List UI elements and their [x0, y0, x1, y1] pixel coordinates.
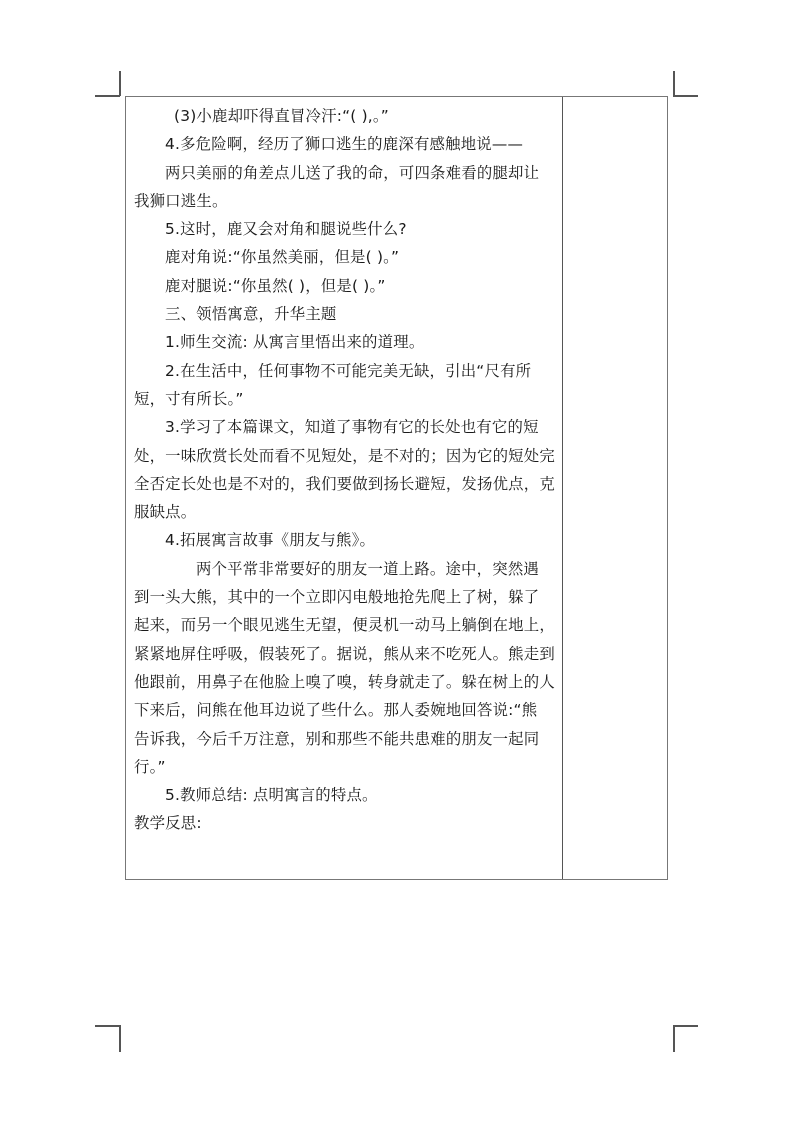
crop-mark-top-left-h [95, 95, 120, 97]
text-line: 处，一味欣赏长处而看不见短处，是不对的；因为它的短处完 [134, 446, 555, 465]
crop-mark-bottom-right-v [673, 1025, 675, 1052]
text-line: 鹿对腿说:“你虽然( )，但是( )。” [165, 276, 386, 295]
text-line: 5.这时，鹿又会对角和腿说些什么? [165, 220, 407, 239]
text-line: 两只美丽的角差点儿送了我的命，可四条难看的腿却让 [165, 163, 540, 182]
text-line: 2.在生活中，任何事物不可能完美无缺，引出“尺有所 [165, 361, 532, 380]
notes-cell [563, 97, 668, 879]
text-line: 5.教师总结: 点明寓言的特点。 [165, 786, 378, 805]
story-line: 他跟前，用鼻子在他脸上嗅了嗅，转身就走了。躲在树上的人 [134, 672, 555, 691]
crop-mark-bottom-left-h [95, 1025, 120, 1027]
lesson-plan-table [125, 96, 668, 880]
crop-mark-top-right-h [673, 95, 698, 97]
text-line: 4.拓展寓言故事《朋友与熊》。 [165, 531, 376, 550]
story-line: 告诉我，今后千万注意，别和那些不能共患难的朋友一起同 [134, 729, 540, 748]
story-line: 紧紧地屏住呼吸，假装死了。据说，熊从来不吃死人。熊走到 [134, 644, 555, 663]
text-line: 短，寸有所长。” [134, 389, 244, 408]
crop-mark-top-right-v [673, 71, 675, 96]
text-line: 我狮口逃生。 [134, 191, 228, 210]
reflection-label: 教学反思: [134, 814, 202, 833]
lesson-content-cell [126, 97, 563, 879]
text-line: 服缺点。 [134, 503, 197, 522]
story-line: 到一头大熊，其中的一个立即闪电般地抢先爬上了树，躲了 [134, 588, 540, 607]
section-heading: 三、领悟寓意，升华主题 [165, 305, 337, 324]
story-line: 下来后，问熊在他耳边说了些什么。那人委婉地回答说:“熊 [134, 701, 538, 720]
crop-mark-bottom-left-v [119, 1025, 121, 1052]
text-line: 全否定长处也是不对的，我们要做到扬长避短，发扬优点，克 [134, 474, 555, 493]
text-line: (3)小鹿却吓得直冒冷汗:“( ),。” [174, 107, 389, 125]
crop-mark-top-left-v [119, 71, 121, 96]
story-line: 起来，而另一个眼见逃生无望，便灵机一动马上躺倒在地上， [134, 616, 555, 635]
text-line: 鹿对角说:“你虽然美丽，但是( )。” [165, 248, 400, 267]
text-line: 3.学习了本篇课文，知道了事物有它的长处也有它的短 [165, 418, 539, 437]
story-line: 行。” [134, 757, 166, 776]
crop-mark-bottom-right-h [673, 1025, 698, 1027]
text-line: 4.多危险啊，经历了狮口逃生的鹿深有感触地说—— [165, 135, 524, 154]
story-line: 两个平常非常要好的朋友一道上路。途中，突然遇 [196, 559, 539, 578]
text-line: 1.师生交流: 从寓言里悟出来的道理。 [165, 333, 425, 352]
